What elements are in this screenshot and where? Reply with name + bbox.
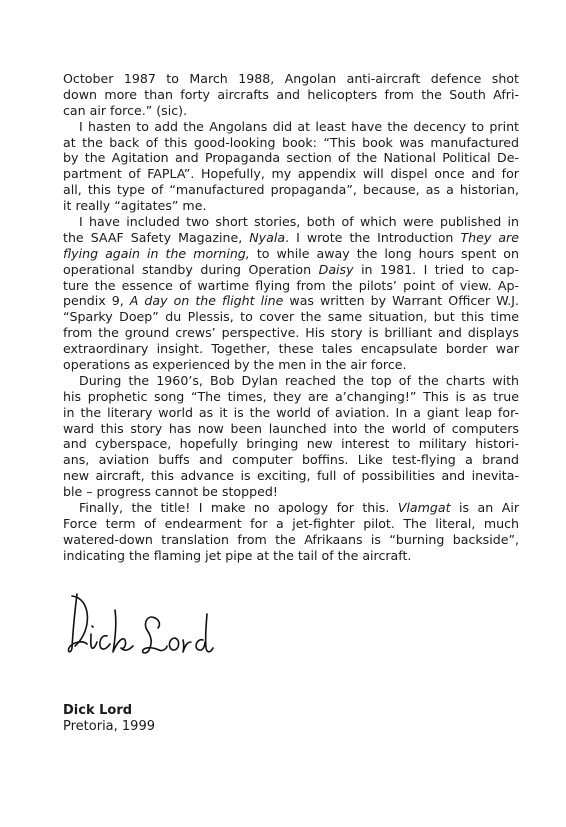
- text-span: extraordinary insight. Together, these tales encapsulate border war: [63, 341, 519, 357]
- italic-text: A day on the flight line: [129, 293, 284, 309]
- paragraph: [63, 373, 519, 500]
- paragraph: [63, 71, 519, 119]
- text-line: [63, 532, 519, 548]
- body-text: [63, 71, 519, 564]
- text-line: [63, 452, 519, 468]
- text-span: is an Air: [450, 500, 519, 516]
- text-span: I hasten to add the Angolans did at least have the decency to print: [79, 118, 519, 134]
- text-line: [63, 341, 519, 357]
- text-span: “Sparky Doep” du Plessis, to cover the same situation, but this time: [63, 309, 519, 325]
- text-span: from the ground crews’ perspective. His story is brilliant and displays: [63, 325, 519, 341]
- text-span: October 1987 to March 1988, Angolan anti-aircraft defence shot: [63, 71, 519, 86]
- text-line: [63, 389, 519, 405]
- text-span: operational standby during Operation: [63, 261, 319, 277]
- text-line: [63, 262, 519, 278]
- text-span: Force term of endearment for a jet-fighter pilot. The literal, much: [63, 515, 519, 531]
- text-line: [63, 500, 519, 516]
- text-line: [63, 135, 519, 151]
- text-line: [63, 182, 519, 198]
- author-place-date: Pretoria, 1999: [63, 719, 155, 734]
- paragraph: [63, 214, 519, 373]
- text-span: ans, aviation buffs and computer boffins. Like test-flying a brand: [63, 452, 519, 468]
- text-line: [63, 87, 519, 103]
- text-span: Finally, the title! I make no apology for this.: [79, 500, 398, 516]
- text-span: all, this type of “manufactured propaganda”, because, as a historian,: [63, 182, 519, 198]
- text-line: [63, 357, 519, 373]
- text-span: to while away the long hours spent on: [249, 245, 519, 261]
- italic-text: Daisy: [318, 261, 354, 277]
- text-line: [63, 325, 519, 341]
- text-line: [63, 516, 519, 532]
- text-line: [63, 405, 519, 421]
- text-line: [63, 230, 519, 246]
- text-line: [63, 278, 519, 294]
- text-span: operations as experienced by the men in the air force.: [63, 357, 407, 373]
- text-span: ward this story has now been launched into the world of computers: [63, 420, 519, 436]
- text-span: by the Agitation and Propaganda section of the National Political De-: [63, 150, 519, 166]
- text-line: [63, 293, 519, 309]
- text-span: watered-down translation from the Afrikaans is “burning backside”,: [63, 531, 519, 547]
- text-line: [63, 468, 519, 484]
- author-name: Dick Lord: [63, 703, 133, 718]
- handwritten-signature: [63, 590, 223, 670]
- text-line: [63, 214, 519, 230]
- text-span: the SAAF Safety Magazine,: [63, 229, 250, 245]
- text-span: indicating the flaming jet pipe at the tail of the aircraft.: [63, 547, 412, 563]
- paragraph: [63, 119, 519, 214]
- text-line: [63, 373, 519, 389]
- text-line: [63, 150, 519, 166]
- text-span: down more than forty aircrafts and helicopters from the South Afri-: [63, 86, 519, 102]
- text-line: [63, 309, 519, 325]
- italic-text: They are: [460, 229, 519, 245]
- text-line: [63, 421, 519, 437]
- text-line: [63, 198, 519, 214]
- text-span: new aircraft, this advance is exciting, full of possibilities and inevita-: [63, 468, 519, 484]
- italic-text: flying again in the morning,: [63, 245, 250, 261]
- text-line: [63, 436, 519, 452]
- text-span: ble – progress cannot be stopped!: [63, 484, 278, 500]
- text-span: his prophetic song “The times, they are a’changing!” This is as true: [63, 388, 519, 404]
- text-line: [63, 246, 519, 262]
- text-span: During the 1960’s, Bob Dylan reached the top of the charts with: [79, 372, 519, 388]
- text-span: partment of FAPLA”. Hopefully, my appendix will dispel once and for: [63, 166, 519, 182]
- text-line: [63, 166, 519, 182]
- text-span: in 1981. I tried to cap-: [353, 261, 519, 277]
- text-line: [63, 119, 519, 135]
- text-span: can air force.” (sic).: [63, 102, 188, 118]
- text-span: was written by Warrant Officer W.J.: [283, 293, 519, 309]
- text-span: in the literary world as it is the world of aviation. In a giant leap for-: [63, 404, 519, 420]
- text-line: [63, 71, 519, 87]
- text-span: it really “agitates” me.: [63, 198, 207, 214]
- text-span: at the back of this good-looking book: “This book was manufactured: [63, 134, 519, 150]
- text-span: pendix 9,: [63, 293, 130, 309]
- text-line: [63, 548, 519, 564]
- text-line: [63, 484, 519, 500]
- text-span: and cyberspace, hopefully bringing new interest to military histori-: [63, 436, 519, 452]
- paragraph: [63, 500, 519, 564]
- text-span: I have included two short stories, both of which were published in: [79, 214, 519, 230]
- text-span: . I wrote the Introduction: [285, 229, 461, 245]
- italic-text: Vlamgat: [397, 500, 451, 516]
- italic-text: Nyala: [249, 229, 286, 245]
- text-span: ture the essence of wartime flying from the pilots’ point of view. Ap-: [63, 277, 519, 293]
- text-line: [63, 103, 519, 119]
